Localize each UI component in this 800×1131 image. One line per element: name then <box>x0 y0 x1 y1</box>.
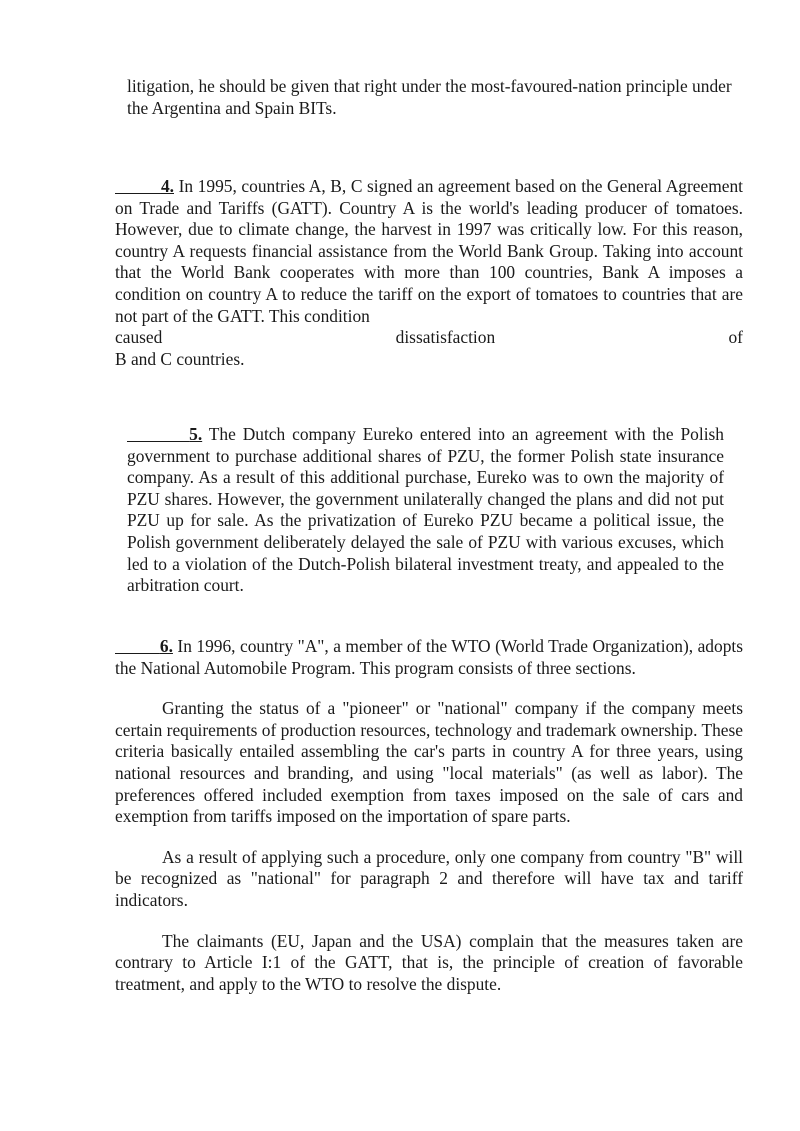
case-6-paragraph-3: As a result of applying such a procedure, only one company from country "B" will be recognized as "national" for paragraph 2 and therefore will have tax and tariff indicators. <box>115 846 743 910</box>
case-4-text: In 1995, countries A, B, C signed an agreement based on the General Agreement on Trade and Tariffs (GATT). Country A is the world's leading producer of tomatoes. However, due to climate change, the harvest in 1997 was critically low. For this reason, country A requests financial assistance from the World Bank Group. Taking into account that the World Bank cooperates with more than 100 countries, Bank A imposes a condition on country A to reduce the tariff on the export of tomatoes to countries that are not part of the GATT. This condition <box>115 176 743 326</box>
case-6-leader <box>115 636 160 656</box>
case-6-paragraph-2: Granting the status of a "pioneer" or "national" company if the company meets certain requirements of production resources, technology and trademark ownership. These criteria basically entailed assembling the car's parts in country A for three years, using national resources and branding, and using "local materials" (as well as labor). The preferences offered included exemption from taxes imposed on the sale of cars and exemption from tariffs imposed on the importation of spare parts. <box>115 698 743 827</box>
case-4-paragraph <box>115 176 743 327</box>
case-5-paragraph <box>127 424 724 597</box>
case-4-spread-line <box>115 327 743 349</box>
intro-text: litigation, he should be given that right under the most-favoured-nation principle under the Argentina and Spain BITs. <box>127 76 732 118</box>
case-5 <box>127 424 724 597</box>
case-4-word-caused: caused <box>115 327 163 348</box>
case-4-end: B and C countries. <box>115 348 245 369</box>
case-4-number: 4. <box>160 176 174 196</box>
case-6-number: 6. <box>159 636 173 656</box>
intro-paragraph <box>127 76 737 119</box>
case-5-number: 5. <box>189 424 203 444</box>
case-6-paragraph-1 <box>115 636 743 679</box>
case-4-word-dissatisfaction: dissatisfaction <box>395 327 496 348</box>
case-6-text: In 1996, country "A", a member of the WTO (World Trade Organization), adopts the National Automobile Program. This program consists of three sections. <box>115 636 743 678</box>
case-6 <box>115 636 743 995</box>
case-5-text: The Dutch company Eureko entered into an agreement with the Polish government to purchase additional shares of PZU, the former Polish state insurance company. As a result of this additional purchase, Eureko was to own the majority of PZU shares. However, the government unilaterally changed the plans and did not put PZU up for sale. As the privatization of Eureko PZU became a political issue, the Polish government deliberately delayed the sale of PZU with various excuses, which led to a violation of the Dutch-Polish bilateral investment treaty, and appealed to the arbitration court. <box>127 424 724 596</box>
case-4-leader <box>115 176 161 196</box>
case-4-word-of: of <box>728 327 743 348</box>
case-4 <box>115 176 743 370</box>
case-5-leader <box>127 424 189 444</box>
case-6-paragraph-4: The claimants (EU, Japan and the USA) complain that the measures taken are contrary to Article I:1 of the GATT, that is, the principle of creation of favorable treatment, and apply to the WTO to resolve the dispute. <box>115 930 743 994</box>
